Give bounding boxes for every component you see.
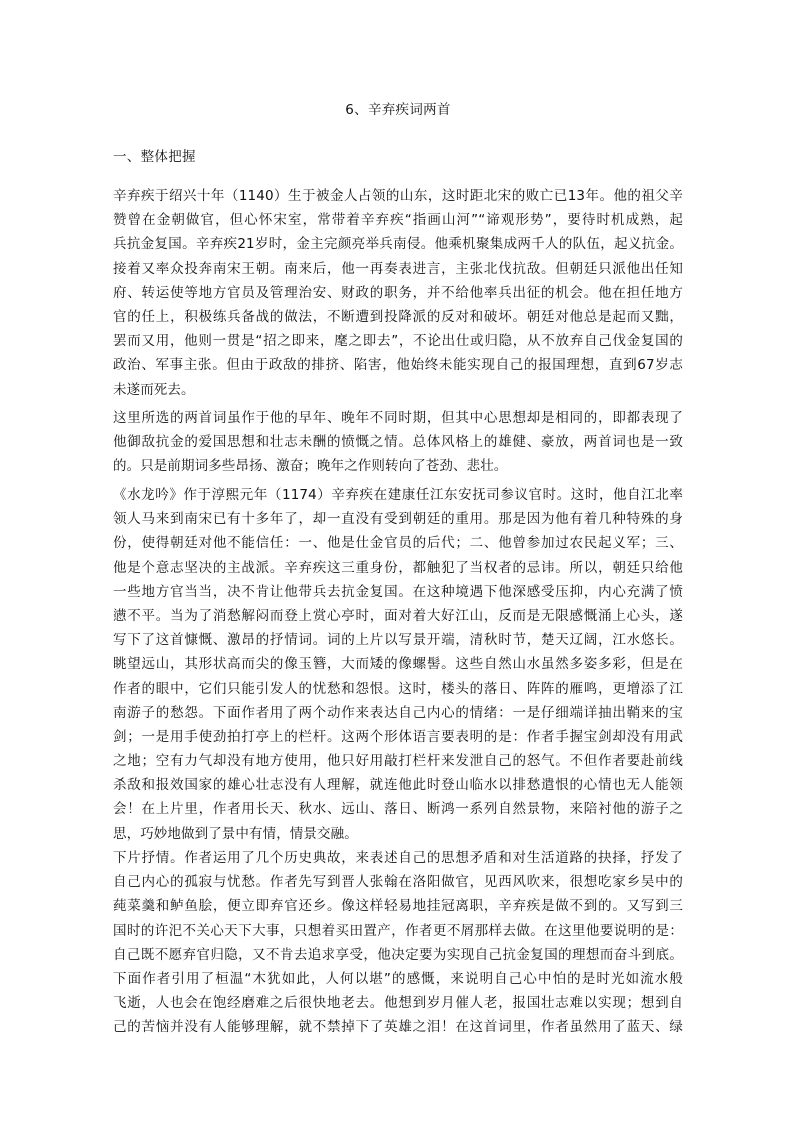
paragraph-line: 罢而又用，他则一贯是“招之即来，麾之即去”，不论出仕或归隐，从不放弃自己伐金复国的 xyxy=(113,333,683,350)
paragraph-line: 下片抒情。作者运用了几个历史典故，来表述自己的思想矛盾和对生活道路的抉择，抒发了 xyxy=(113,850,683,866)
paragraph-line: 写下了这首慷慨、激昂的抒情词。词的上片以写景开端，清秋时节，楚天辽阔，江水悠长。 xyxy=(113,632,683,649)
paragraph-line: 兵抗金复国。辛弃疾21岁时，金主完颜亮举兵南侵。他乘机聚集成两千人的队伍，起义抗金。 xyxy=(113,236,683,253)
paragraph-line: 的。只是前期词多些昂扬、激奋；晚年之作则转向了苍劲、悲壮。 xyxy=(113,458,508,475)
paragraph-line: 思，巧妙地做到了景中有情，情景交融。 xyxy=(113,825,358,842)
paragraph-2 xyxy=(113,406,683,479)
paragraph-line: 未遂而死去。 xyxy=(113,381,195,398)
paragraph-line: 飞逝，人也会在饱经磨难之后很快地老去。他想到岁月催人老，报国壮志难以实现；想到自 xyxy=(113,995,683,1012)
paragraph-line: 南游子的愁怨。下面作者用了两个动作来表达自己内心的情绪：一是仔细端详抽出鞘来的宝 xyxy=(113,704,683,721)
paragraph-line: 辛弃疾于绍兴十年（1140）生于被金人占领的山东，这时距北宋的败亡已13年。他的祖父辛 xyxy=(113,188,683,204)
paragraph-line: 他是个意志坚决的主战派。辛弃疾这三重身份，都触犯了当权者的忌讳。所以，朝廷只给他 xyxy=(113,559,683,576)
document-title: 6、辛弃疾词两首 xyxy=(345,102,451,118)
paragraph-line: 赞曾在金朝做官，但心怀宋室，常带着辛弃疾“指画山河”“谛观形势”，要待时机成熟，起 xyxy=(113,212,683,229)
paragraph-line: 国时的许汜不关心天下大事，只想着买田置产，作者更不屑那样去做。在这里他要说明的是： xyxy=(113,922,683,939)
document-page xyxy=(113,0,683,1123)
paragraph-line: 他御敌抗金的爱国思想和壮志未酬的愤慨之情。总体风格上的雄健、豪放，两首词也是一致 xyxy=(113,434,683,451)
paragraph-line: 会！在上片里，作者用长天、秋水、远山、落日、断鸿一系列自然景物，来陪衬他的游子之 xyxy=(113,801,683,818)
paragraph-line: 眺望远山，其形状高而尖的像玉簪，大而矮的像螺髻。这些自然山水虽然多姿多彩，但是在 xyxy=(113,656,683,673)
paragraph-line: 自己内心的孤寂与忧愁。作者先写到晋人张翰在洛阳做官，见西风吹来，很想吃家乡吴中的 xyxy=(113,874,683,891)
paragraph-line: 领人马来到南宋已有十多年了，却一直没有受到朝廷的重用。那是因为他有着几种特殊的身 xyxy=(113,511,683,528)
paragraph-1 xyxy=(113,184,683,402)
paragraph-line: 作者的眼中，它们只能引发人的忧愁和怨恨。这时，楼头的落日、阵阵的雁鸣，更增添了江 xyxy=(113,680,683,697)
paragraph-4 xyxy=(113,846,683,1040)
paragraph-line: 一些地方官当当，决不肯让他带兵去抗金复国。在这种境遇下他深感受压抑，内心充满了愤 xyxy=(113,583,683,600)
paragraph-line: 官的任上，积极练兵备战的做法，不断遭到投降派的反对和破坏。朝廷对他总是起而又黜， xyxy=(113,308,683,325)
paragraph-line: 下面作者引用了桓温“木犹如此，人何以堪”的感慨，来说明自己心中怕的是时光如流水般 xyxy=(113,970,683,987)
paragraph-line: 懑不平。当为了消愁解闷而登上赏心亭时，面对着大好江山，反而是无限感慨涌上心头，遂 xyxy=(113,607,683,624)
paragraph-3 xyxy=(113,483,683,846)
paragraph-line: 杀敌和报效国家的雄心壮志没有人理解，就连他此时登山临水以排愁遣恨的心情也无人能领 xyxy=(113,777,683,794)
paragraph-line: 政治、军事主张。但由于政敌的排挤、陷害，他始终未能实现自己的报国理想，直到67岁志 xyxy=(113,357,683,374)
paragraph-line: 莼菜羹和鲈鱼脍，便立即弃官还乡。像这样轻易地挂冠离职，辛弃疾是做不到的。又写到三 xyxy=(113,898,683,915)
paragraph-line: 这里所选的两首词虽作于他的早年、晚年不同时期，但其中心思想却是相同的，即都表现了 xyxy=(113,410,683,426)
paragraph-line: 剑；一是用手使劲拍打亭上的栏杆。这两个形体语言要表明的是：作者手握宝剑却没有用武 xyxy=(113,728,683,745)
paragraph-line: 己的苦恼并没有人能够理解，就不禁掉下了英雄之泪！在这首词里，作者虽然用了蓝天、绿 xyxy=(113,1019,683,1036)
section-heading: 一、整体把握 xyxy=(113,149,196,165)
paragraph-line: 之地；空有力气却没有地方使用，他只好用敲打栏杆来发泄自己的怒气。不但作者要赴前线 xyxy=(113,753,683,770)
paragraph-line: 自己既不愿弃官归隐，又不肯去追求享受，他决定要为实现自己抗金复国的理想而奋斗到底。 xyxy=(113,946,683,963)
paragraph-line: 府、转运使等地方官员及管理治安、财政的职务，并不给他率兵出征的机会。他在担任地方 xyxy=(113,284,683,301)
paragraph-line: 《水龙吟》作于淳熙元年（1174）辛弃疾在建康任江东安抚司参议官时。这时，他自江北率 xyxy=(113,487,683,503)
paragraph-line: 份，使得朝廷对他不能信任：一、他是仕金官员的后代；二、他曾参加过农民起义军；三、 xyxy=(113,535,683,552)
paragraph-line: 接着又率众投奔南宋王朝。南来后，他一再奏表进言，主张北伐抗敌。但朝廷只派他出任知 xyxy=(113,260,683,277)
